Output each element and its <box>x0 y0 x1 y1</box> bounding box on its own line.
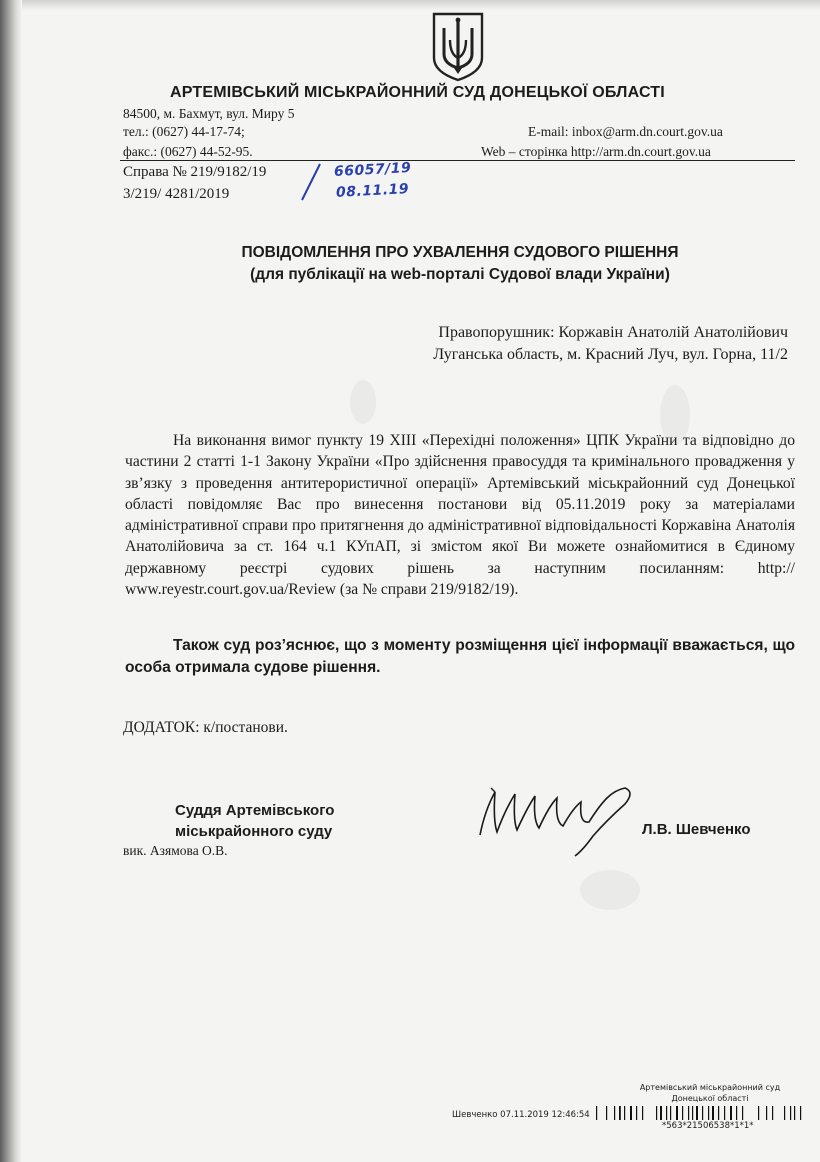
scan-edge-left <box>0 0 22 1162</box>
handwritten-slash <box>296 160 328 204</box>
handwritten-reference: 66057/19 <box>333 159 412 181</box>
offender-name: Правопорушник: Коржавін Анатолій Анатолійович <box>438 324 788 341</box>
court-name: АРТЕМІВСЬКИЙ МІСЬКРАЙОННИЙ СУД ДОНЕЦЬКОЇ ОБЛАСТІ <box>170 84 665 101</box>
footer-court-line1: Артемівський міськрайонний суд <box>639 1083 781 1092</box>
court-fax: факс.: (0627) 44-52-95. <box>123 144 253 159</box>
judge-position-line1: Суддя Артемівського <box>175 802 335 819</box>
trident-coat-of-arms-icon <box>430 10 486 82</box>
notification-body: На виконання вимог пункту 19 ХІІІ «Перехідні положення» ЦПК України та відповідно до частини 2 статті 1-1 Закону України «Про здійснення правосуддя та кримінального провадження у зв’язку з проведення антитерористичної операції» Артемівський міськрайонний суд Донецької області повідомляє Вас про винесення постанови від 05.11.2019 року за матеріалами адміністративної справи про притягнення до адміністративної відповідальності Коржавіна Анатолія Анатолійовича за ст. 164 ч.1 КУпАП, зі змістом якої Ви можете ознайомитися в Єдиному державному реєстрі судових рішень за наступним посиланням: http:// www.reyestr.court.gov.ua/Review (за № справи 219/9182/19). <box>125 432 795 599</box>
court-phone: тел.: (0627) 44-17-74; <box>123 124 245 139</box>
proceeding-number: 3/219/ 4281/2019 <box>123 186 230 202</box>
barcode-icon <box>596 1106 802 1120</box>
executor-name: вик. Азямова О.В. <box>123 843 228 858</box>
footer-court-line2: Донецької області <box>671 1094 749 1103</box>
handwritten-date: 08.11.19 <box>335 181 410 201</box>
legal-notice: Також суд роз’яснює, що з моменту розміщення цієї інформації вважається, що особа отримала судове рішення. <box>125 637 795 676</box>
footer-stamp: Шевченко 07.11.2019 12:46:54 <box>452 1110 590 1120</box>
judge-position-line2: міськрайонного суду <box>175 823 333 840</box>
handwritten-signature-icon <box>475 780 665 860</box>
court-email: E-mail: inbox@arm.dn.court.gov.ua <box>528 124 723 139</box>
header-divider <box>120 160 795 161</box>
scan-smudge <box>580 870 640 910</box>
judge-name: Л.В. Шевченко <box>642 821 751 838</box>
barcode-number: *563*21506538*1*1* <box>662 1121 754 1131</box>
document-subtitle: (для публікації на web-порталі Судової влади України) <box>250 266 670 283</box>
court-address: 84500, м. Бахмут, вул. Миру 5 <box>123 106 295 121</box>
document-title: ПОВІДОМЛЕННЯ ПРО УХВАЛЕННЯ СУДОВОГО РІШЕННЯ <box>241 244 679 261</box>
case-number: Справа № 219/9182/19 <box>123 164 267 180</box>
scan-smudge <box>350 380 376 424</box>
offender-address: Луганська область, м. Красний Луч, вул. Горна, 11/2 <box>433 346 788 363</box>
scan-edge-top <box>0 0 820 10</box>
court-website: Web – сторінка http://arm.dn.court.gov.ua <box>481 144 711 159</box>
attachment-note: ДОДАТОК: к/постанови. <box>123 719 288 736</box>
